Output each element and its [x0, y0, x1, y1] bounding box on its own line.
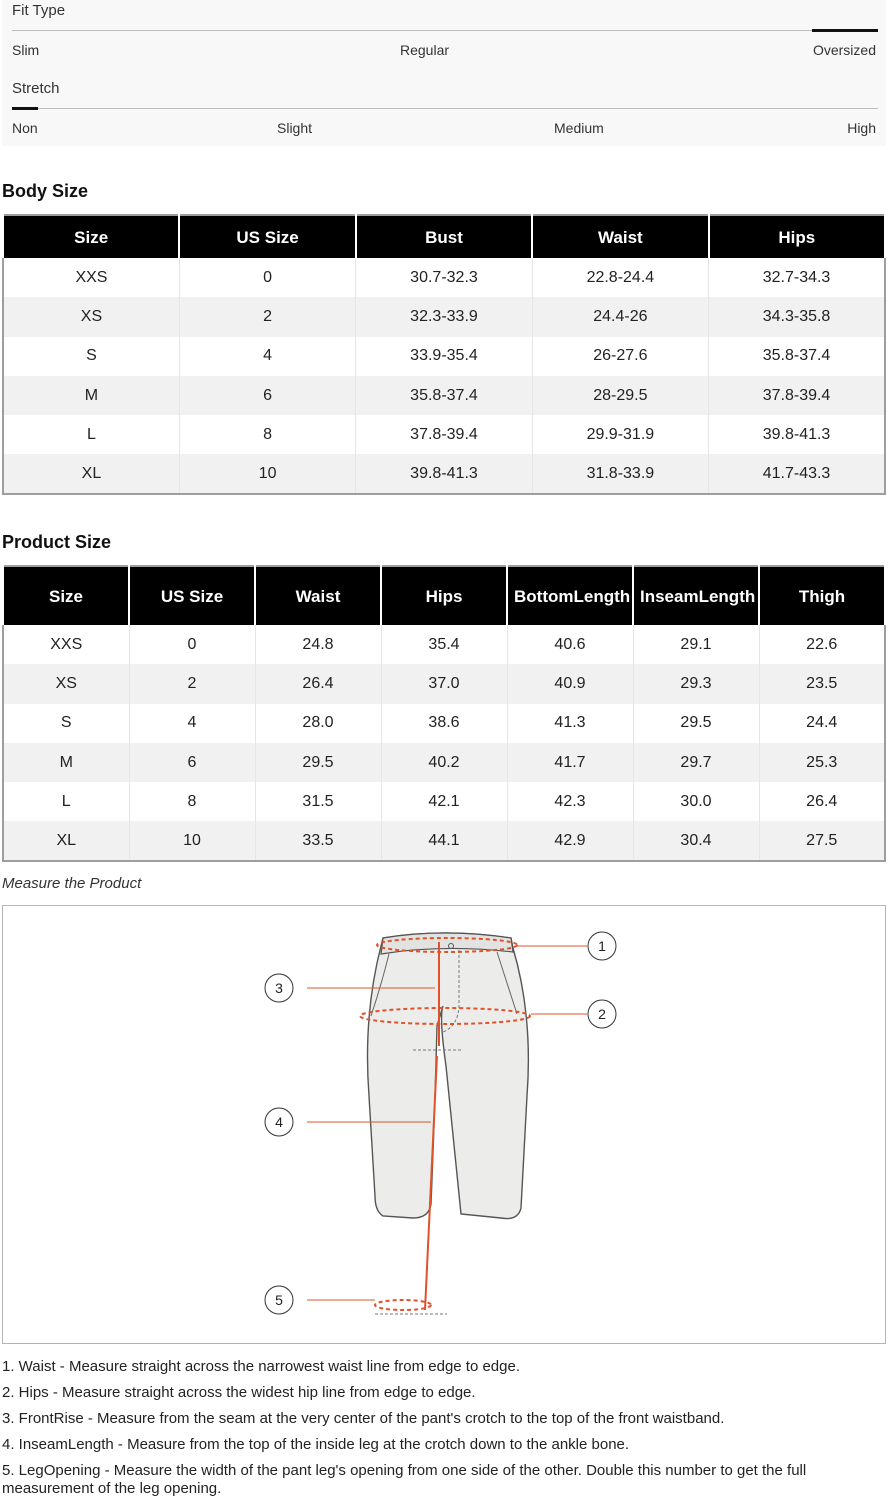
table-cell: 35.4 — [381, 625, 507, 664]
product-size-heading: Product Size — [2, 532, 112, 552]
product-size-header: BottomLength — [507, 566, 633, 625]
table-cell: 41.3 — [507, 704, 633, 743]
body-size-header: Size — [3, 215, 179, 258]
product-size-header: Thigh — [759, 566, 885, 625]
table-cell: 24.4-26 — [532, 297, 708, 336]
measurement-notes — [2, 1358, 886, 1506]
stretch-track — [12, 108, 878, 109]
table-cell: 29.1 — [633, 625, 759, 664]
table-cell: 29.7 — [633, 743, 759, 782]
body-size-header: Hips — [709, 215, 885, 258]
table-row — [3, 821, 885, 860]
table-cell: M — [3, 743, 129, 782]
callout-1 — [588, 932, 616, 960]
body-size-heading: Body Size — [2, 181, 89, 201]
note-waist: 1. Waist - Measure straight across the narrowest waist line from edge to edge. — [2, 1358, 521, 1375]
table-cell: 41.7 — [507, 743, 633, 782]
stretch-title: Stretch — [12, 80, 60, 97]
table-row — [3, 415, 885, 454]
table-cell: XS — [3, 297, 179, 336]
table-row — [3, 704, 885, 743]
table-cell: 22.8-24.4 — [532, 258, 708, 297]
table-cell: 6 — [129, 743, 255, 782]
product-size-header: Waist — [255, 566, 381, 625]
stretch-option-slight: Slight — [277, 120, 313, 136]
table-cell: 37.8-39.4 — [709, 376, 885, 415]
table-cell: 26-27.6 — [532, 337, 708, 376]
table-cell: 44.1 — [381, 821, 507, 860]
table-cell: 4 — [129, 704, 255, 743]
table-cell: 42.9 — [507, 821, 633, 860]
table-cell: 26.4 — [255, 664, 381, 703]
pants-diagram — [3, 906, 885, 1343]
table-cell: 37.0 — [381, 664, 507, 703]
table-cell: 26.4 — [759, 782, 885, 821]
table-cell: 29.5 — [633, 704, 759, 743]
table-cell: XXS — [3, 258, 179, 297]
measure-caption: Measure the Product — [2, 875, 142, 892]
table-cell: 38.6 — [381, 704, 507, 743]
table-cell: 29.3 — [633, 664, 759, 703]
table-cell: 31.5 — [255, 782, 381, 821]
table-cell: 33.9-35.4 — [356, 337, 532, 376]
product-size-header: US Size — [129, 566, 255, 625]
table-cell: XS — [3, 664, 129, 703]
table-cell: 28.0 — [255, 704, 381, 743]
table-cell: 4 — [179, 337, 355, 376]
table-cell: 35.8-37.4 — [356, 376, 532, 415]
callout-4 — [265, 1108, 293, 1136]
fit-type-indicator — [812, 29, 878, 32]
table-cell: XL — [3, 821, 129, 860]
table-cell: 31.8-33.9 — [532, 454, 708, 493]
table-cell: L — [3, 415, 179, 454]
table-row — [3, 297, 885, 336]
fit-type-option-oversized: Oversized — [812, 42, 876, 58]
table-cell: 42.3 — [507, 782, 633, 821]
table-cell: 35.8-37.4 — [709, 337, 885, 376]
product-size-header: InseamLength — [633, 566, 759, 625]
body-size-table — [2, 214, 886, 495]
table-cell: 24.8 — [255, 625, 381, 664]
product-size-header: Hips — [381, 566, 507, 625]
svg-text:5: 5 — [275, 1292, 283, 1308]
table-cell: 27.5 — [759, 821, 885, 860]
table-cell: 29.5 — [255, 743, 381, 782]
stretch-indicator — [12, 107, 38, 110]
table-cell: XL — [3, 454, 179, 493]
table-cell: 25.3 — [759, 743, 885, 782]
stretch-option-non: Non — [12, 120, 38, 136]
stretch-option-high: High — [847, 120, 876, 136]
table-cell: 0 — [129, 625, 255, 664]
svg-text:3: 3 — [275, 980, 283, 996]
table-cell: 40.2 — [381, 743, 507, 782]
table-cell: 30.0 — [633, 782, 759, 821]
table-cell: M — [3, 376, 179, 415]
table-cell: 8 — [179, 415, 355, 454]
table-cell: 10 — [129, 821, 255, 860]
note-inseam-length: 4. InseamLength - Measure from the top of the inside leg at the crotch down to the ankle bone. — [2, 1436, 630, 1453]
table-cell: 40.6 — [507, 625, 633, 664]
table-cell: 24.4 — [759, 704, 885, 743]
product-size-table — [2, 565, 886, 862]
table-cell: 40.9 — [507, 664, 633, 703]
callout-5 — [265, 1286, 293, 1314]
svg-text:1: 1 — [598, 938, 606, 954]
table-row — [3, 782, 885, 821]
note-front-rise: 3. FrontRise - Measure from the seam at the very center of the pant's crotch to the top of the front waistband. — [2, 1410, 725, 1427]
table-cell: 42.1 — [381, 782, 507, 821]
note-leg-opening: 5. LegOpening - Measure the width of the pant leg's opening from one side of the other. Double this number to get the full measurement of the leg opening. — [2, 1462, 807, 1497]
callout-2 — [588, 1000, 616, 1028]
table-cell: 32.7-34.3 — [709, 258, 885, 297]
table-row — [3, 664, 885, 703]
table-cell: 41.7-43.3 — [709, 454, 885, 493]
fit-type-title: Fit Type — [12, 2, 66, 19]
table-cell: L — [3, 782, 129, 821]
table-cell: 10 — [179, 454, 355, 493]
svg-text:2: 2 — [598, 1006, 606, 1022]
svg-text:4: 4 — [275, 1114, 283, 1130]
table-row — [3, 258, 885, 297]
table-cell: 37.8-39.4 — [356, 415, 532, 454]
body-size-header: Waist — [532, 215, 708, 258]
table-cell: S — [3, 704, 129, 743]
table-cell: 2 — [129, 664, 255, 703]
table-cell: 6 — [179, 376, 355, 415]
table-cell: 39.8-41.3 — [709, 415, 885, 454]
product-size-header: Size — [3, 566, 129, 625]
measure-diagram — [2, 905, 886, 1344]
fit-type-option-regular: Regular — [400, 42, 450, 58]
fit-type-option-slim: Slim — [12, 42, 40, 58]
table-cell: 28-29.5 — [532, 376, 708, 415]
table-cell: 22.6 — [759, 625, 885, 664]
table-cell: S — [3, 337, 179, 376]
table-cell: 29.9-31.9 — [532, 415, 708, 454]
body-size-header: US Size — [179, 215, 355, 258]
table-cell: 30.7-32.3 — [356, 258, 532, 297]
table-cell: 23.5 — [759, 664, 885, 703]
fit-stretch-panel — [2, 0, 886, 146]
note-hips: 2. Hips - Measure straight across the widest hip line from edge to edge. — [2, 1384, 476, 1401]
table-row — [3, 743, 885, 782]
table-cell: 32.3-33.9 — [356, 297, 532, 336]
body-size-header: Bust — [356, 215, 532, 258]
table-row — [3, 376, 885, 415]
table-row — [3, 454, 885, 493]
table-cell: 2 — [179, 297, 355, 336]
table-cell: 0 — [179, 258, 355, 297]
table-cell: 8 — [129, 782, 255, 821]
table-row — [3, 337, 885, 376]
table-cell: 34.3-35.8 — [709, 297, 885, 336]
table-cell: 39.8-41.3 — [356, 454, 532, 493]
table-cell: 33.5 — [255, 821, 381, 860]
stretch-option-medium: Medium — [554, 120, 604, 136]
table-row — [3, 625, 885, 664]
table-cell: 30.4 — [633, 821, 759, 860]
fit-type-track — [12, 30, 878, 31]
callout-3 — [265, 974, 293, 1002]
table-cell: XXS — [3, 625, 129, 664]
leg-opening-measure — [375, 1300, 431, 1310]
